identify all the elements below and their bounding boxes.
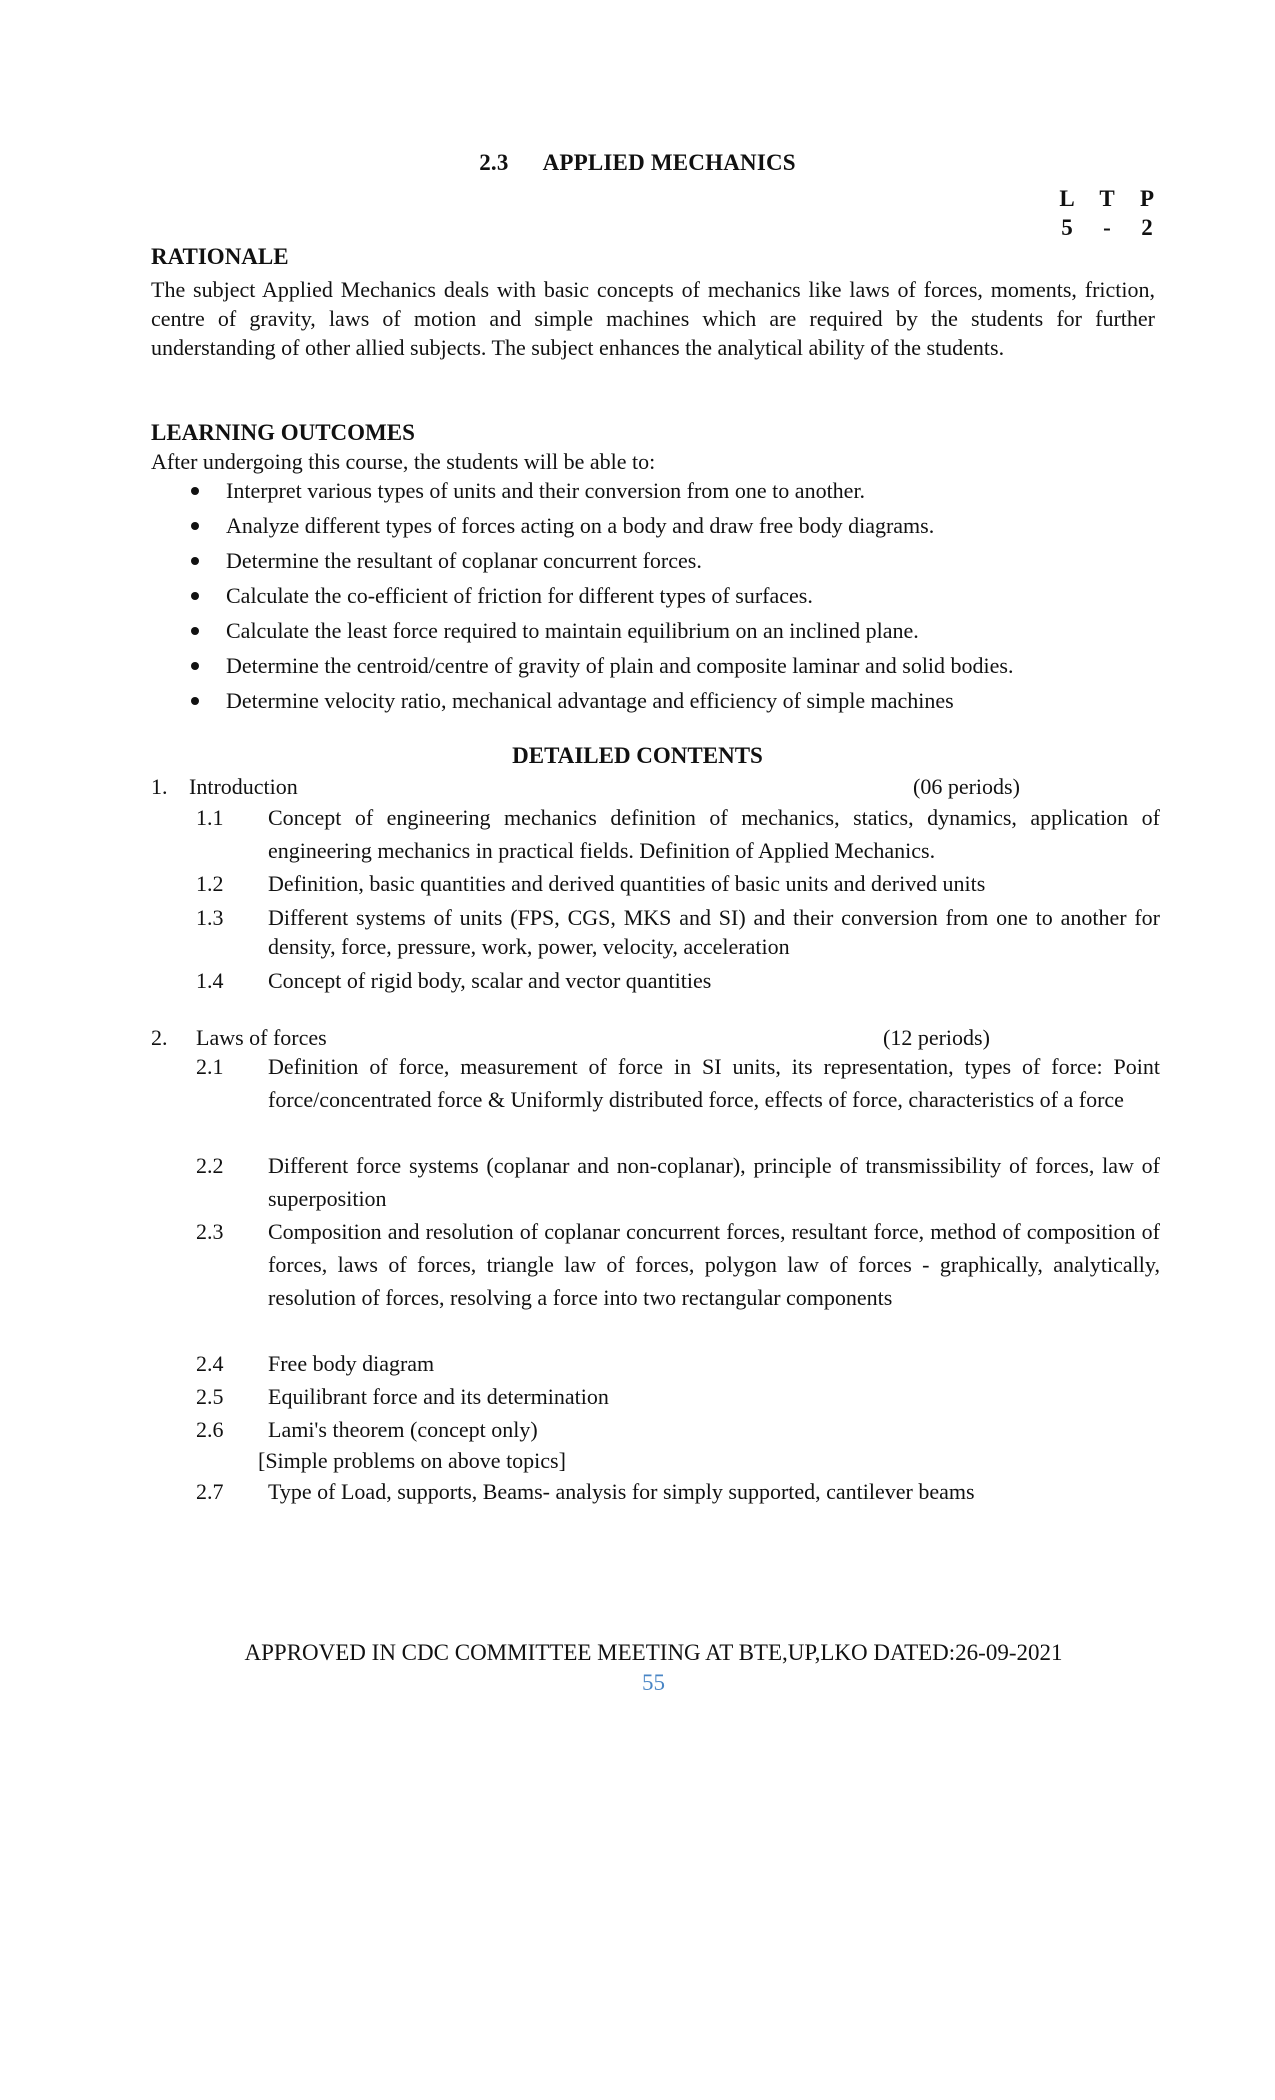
item-text: Concept of engineering mechanics definition of mechanics, statics, dynamics, application of engineering mechanics in practical fields. Definition of Applied Mechanics. xyxy=(268,805,1160,863)
item-number: 2.1 xyxy=(196,1054,224,1079)
bullet-icon xyxy=(191,627,199,635)
course-title: APPLIED MECHANICS xyxy=(542,150,796,175)
learning-outcomes-list xyxy=(151,476,1161,721)
item-number: 2.5 xyxy=(196,1384,224,1409)
ltp-value-l: 5 xyxy=(1061,215,1073,240)
section-title: Introduction xyxy=(189,774,298,799)
item-number: 1.3 xyxy=(196,905,224,930)
ltp-values xyxy=(1052,213,1162,242)
content-item xyxy=(196,1475,1160,1508)
learning-outcomes-intro: After undergoing this course, the students will be able to: xyxy=(151,449,656,474)
content-item xyxy=(196,867,1160,900)
item-text: Equilibrant force and its determination xyxy=(268,1384,609,1409)
item-number: 1.1 xyxy=(196,805,224,830)
item-number: 2.2 xyxy=(196,1153,224,1178)
approval-footer: APPROVED IN CDC COMMITTEE MEETING AT BTE,UP,LKO DATED:26-09-2021 xyxy=(244,1640,1063,1665)
content-item xyxy=(196,903,1160,961)
bullet-icon xyxy=(191,592,199,600)
bullet-icon xyxy=(191,487,199,495)
content-item xyxy=(196,964,1160,997)
content-item xyxy=(196,801,1160,867)
content-item xyxy=(196,1215,1160,1314)
page-number: 55 xyxy=(642,1670,665,1695)
item-text: Free body diagram xyxy=(268,1351,435,1376)
ltp-value-t: - xyxy=(1103,215,1111,240)
outcome-text: Determine the resultant of coplanar concurrent forces. xyxy=(226,548,702,573)
item-number: 2.7 xyxy=(196,1479,224,1504)
content-item xyxy=(196,1380,1160,1413)
content-item xyxy=(196,1413,1160,1446)
course-number: 2.3 xyxy=(479,150,509,175)
item-text: Composition and resolution of coplanar concurrent forces, resultant force, method of composition of forces, laws of forces, triangle law of forces, polygon law of forces - graphically, analytically, resolution of forces, resolving a force into two rectangular components xyxy=(268,1219,1160,1310)
item-text: Definition, basic quantities and derived quantities of basic units and derived units xyxy=(268,871,986,896)
page-title xyxy=(0,150,1275,176)
outcome-text: Determine the centroid/centre of gravity of plain and composite laminar and solid bodies. xyxy=(226,653,1014,678)
item-text: Lami's theorem (concept only) xyxy=(268,1417,538,1442)
ltp-labels xyxy=(1052,184,1162,213)
ltp-label-t: T xyxy=(1099,186,1115,211)
rationale-text: The subject Applied Mechanics deals with basic concepts of mechanics like laws of forces, moments, friction, centre of gravity, laws of motion and simple machines which are required by the students for further understanding of other allied subjects. The subject enhances the analytical ability of the students. xyxy=(151,277,1155,360)
bullet-icon xyxy=(191,662,199,670)
section-periods: (06 periods) xyxy=(913,774,1020,799)
ltp-table xyxy=(1052,184,1162,242)
bullet-icon xyxy=(191,557,199,565)
section-periods: (12 periods) xyxy=(883,1025,990,1050)
list-item xyxy=(151,581,1161,616)
outcome-text: Interpret various types of units and their conversion from one to another. xyxy=(226,478,866,503)
item-text: Different force systems (coplanar and non-coplanar), principle of transmissibility of forces, law of superposition xyxy=(268,1153,1160,1211)
section-number: 1. xyxy=(151,774,168,799)
outcome-text: Analyze different types of forces acting on a body and draw free body diagrams. xyxy=(226,513,935,538)
item-text: Type of Load, supports, Beams- analysis for simply supported, cantilever beams xyxy=(268,1479,975,1504)
item-text: Definition of force, measurement of force in SI units, its representation, types of force: Point force/concentrated force & Uniformly distributed force, effects of force, characteristics of a force xyxy=(268,1054,1160,1112)
list-item xyxy=(151,616,1161,651)
item-text: Different systems of units (FPS, CGS, MKS and SI) and their conversion from one to another for density, force, pressure, work, power, velocity, acceleration xyxy=(268,905,1160,959)
list-item xyxy=(151,476,1161,511)
list-item xyxy=(151,686,1161,721)
bullet-icon xyxy=(191,697,199,705)
item-number: 1.4 xyxy=(196,968,224,993)
ltp-value-p: 2 xyxy=(1141,215,1153,240)
list-item xyxy=(151,651,1161,686)
item-number: 2.6 xyxy=(196,1417,224,1442)
learning-outcomes-heading: LEARNING OUTCOMES xyxy=(151,420,415,445)
section-note: [Simple problems on above topics] xyxy=(258,1448,566,1473)
rationale-heading: RATIONALE xyxy=(151,244,289,269)
section-title: Laws of forces xyxy=(196,1025,327,1050)
content-item xyxy=(196,1347,1160,1380)
item-text: Concept of rigid body, scalar and vector quantities xyxy=(268,968,712,993)
detailed-contents-heading: DETAILED CONTENTS xyxy=(512,743,763,768)
item-number: 2.3 xyxy=(196,1219,224,1244)
ltp-label-l: L xyxy=(1059,186,1075,211)
outcome-text: Calculate the co-efficient of friction for different types of surfaces. xyxy=(226,583,813,608)
section-number: 2. xyxy=(151,1025,168,1050)
content-item xyxy=(196,1050,1160,1116)
outcome-text: Calculate the least force required to maintain equilibrium on an inclined plane. xyxy=(226,618,919,643)
ltp-label-p: P xyxy=(1139,186,1155,211)
list-item xyxy=(151,546,1161,581)
bullet-icon xyxy=(191,522,199,530)
content-item xyxy=(196,1149,1160,1215)
item-number: 1.2 xyxy=(196,871,224,896)
list-item xyxy=(151,511,1161,546)
outcome-text: Determine velocity ratio, mechanical advantage and efficiency of simple machines xyxy=(226,688,954,713)
item-number: 2.4 xyxy=(196,1351,224,1376)
